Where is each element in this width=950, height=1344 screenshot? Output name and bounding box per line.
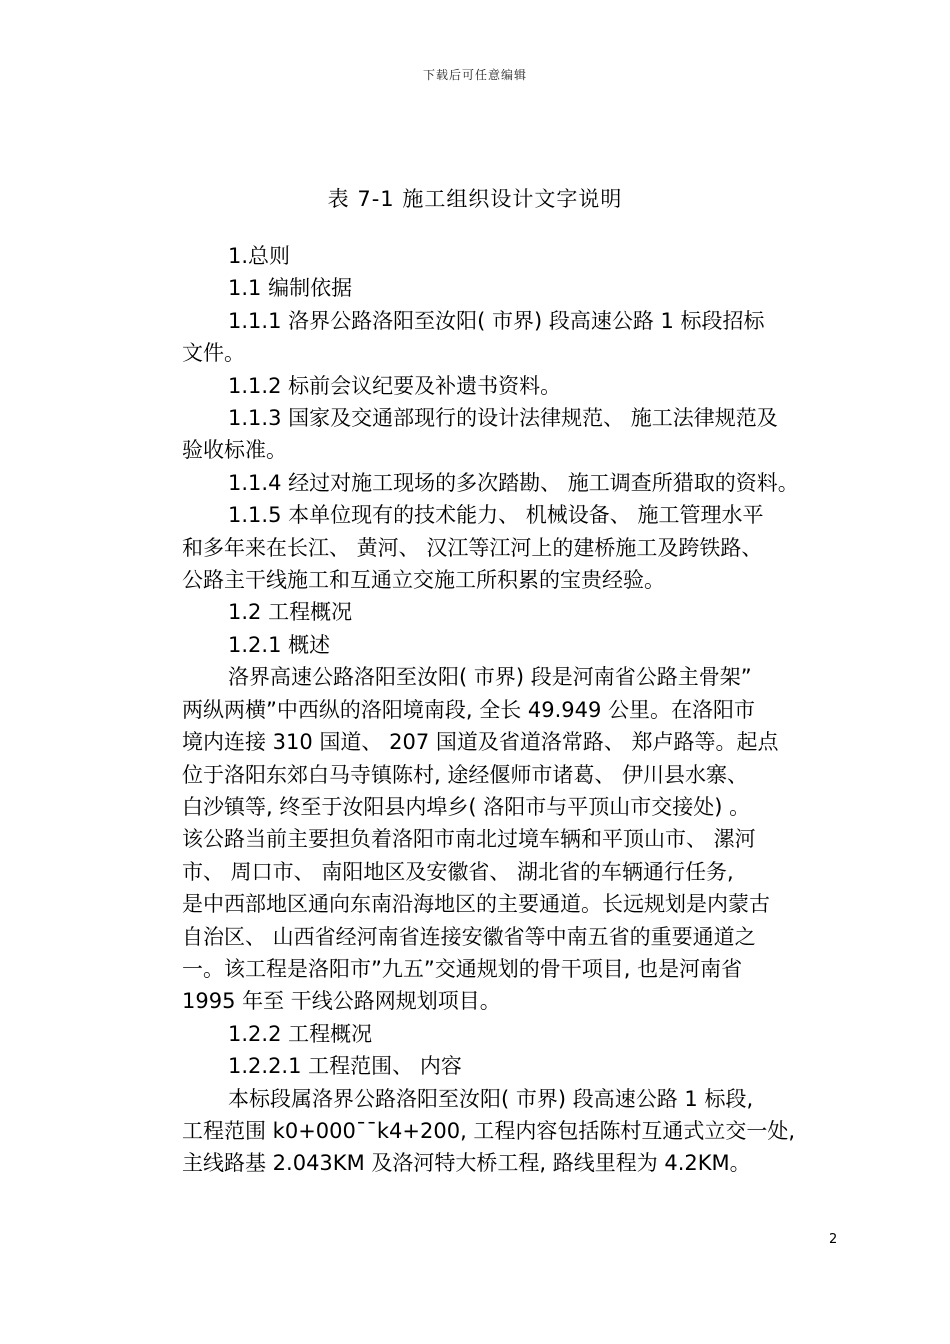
text-line: 位于洛阳东郊白马寺镇陈村, 途经偃师市诸葛、 伊川县水寨、 <box>182 762 749 787</box>
text-line: 1995 年至 干线公路网规划项目。 <box>182 989 501 1014</box>
text-line: 主线路基 2.043KM 及洛河特大桥工程, 路线里程为 4.2KM。 <box>182 1151 751 1176</box>
text-line: 1.1.4 经过对施工现场的多次踏勘、 施工调查所猎取的资料。 <box>228 470 799 495</box>
text-line: 1.2.1 概述 <box>228 632 331 657</box>
text-line: 两纵两横”中西纵的洛阳境南段, 全长 49.949 公里。在洛阳市 <box>182 697 756 722</box>
text-line: 洛界高速公路洛阳至汝阳( 市界) 段是河南省公路主骨架” <box>228 665 752 690</box>
document-title: 表 7-1 施工组织设计文字说明 <box>327 187 623 211</box>
text-line: 1.2 工程概况 <box>228 600 353 625</box>
text-line: 公路主干线施工和互通立交施工所积累的宝贵经验。 <box>182 568 665 593</box>
text-line: 一。该工程是洛阳市”九五”交通规划的骨干项目, 也是河南省 <box>182 956 743 981</box>
text-line: 该公路当前主要担负着洛阳市南北过境车辆和平顶山市、 漯河 <box>182 827 756 852</box>
text-line: 文件。 <box>182 341 245 366</box>
text-line: 1.2.2.1 工程范围、 内容 <box>228 1054 462 1079</box>
text-line: 和多年来在长江、 黄河、 汉江等江河上的建桥施工及跨铁路、 <box>182 535 763 560</box>
text-line: 1.2.2 工程概况 <box>228 1021 373 1046</box>
text-line: 自治区、 山西省经河南省连接安徽省等中南五省的重要通道之 <box>182 924 756 949</box>
text-line: 白沙镇等, 终至于汝阳县内埠乡( 洛阳市与平顶山市交接处) 。 <box>182 794 751 819</box>
text-line: 1.总则 <box>228 244 291 268</box>
text-line: 1.1.5 本单位现有的技术能力、 机械设备、 施工管理水平 <box>228 503 764 528</box>
text-line: 市、 周口市、 南阳地区及安徽省、 湖北省的车辆通行任务, <box>182 859 734 884</box>
text-line: 1.1.2 标前会议纪要及补遗书资料。 <box>228 373 562 398</box>
text-line: 验收标准。 <box>182 438 287 463</box>
text-line: 工程范围 k0+000¯¯k4+200, 工程内容包括陈村互通式立交一处, <box>182 1118 796 1143</box>
text-line: 境内连接 310 国道、 207 国道及省道洛常路、 郑卢路等。起点 <box>182 730 779 755</box>
text-line: 1.1 编制依据 <box>228 276 353 301</box>
text-line: 本标段属洛界公路洛阳至汝阳( 市界) 段高速公路 1 标段, <box>228 1086 754 1111</box>
text-line: 1.1.1 洛界公路洛阳至汝阳( 市界) 段高速公路 1 标段招标 <box>228 308 765 333</box>
text-line: 1.1.3 国家及交通部现行的设计法律规范、 施工法律规范及 <box>228 406 778 431</box>
page-number: 2 <box>829 1232 838 1247</box>
body-text <box>182 240 842 1180</box>
text-line: 是中西部地区通向东南沿海地区的主要通道。长远规划是内蒙古 <box>182 892 770 917</box>
header-note: 下载后可任意编辑 <box>422 68 527 82</box>
